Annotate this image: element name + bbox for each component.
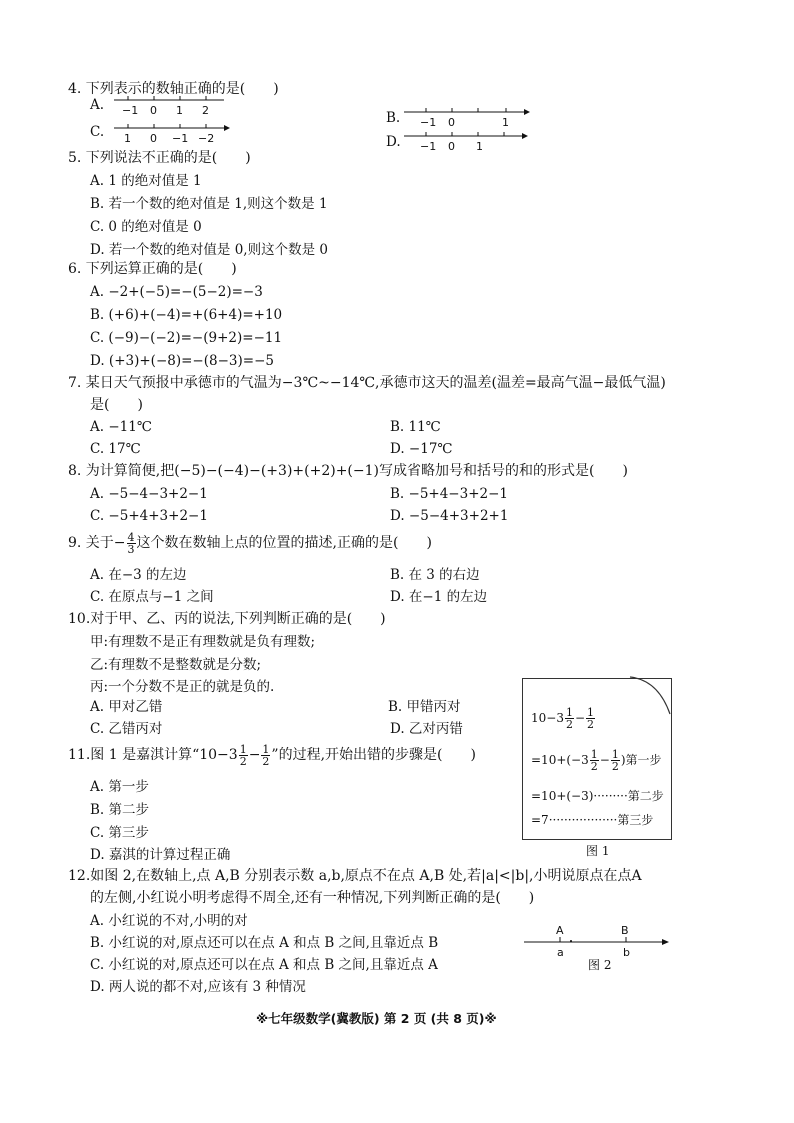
card-frac-denominator: 2 xyxy=(587,718,595,731)
q9-option-b: B. 在 3 的右边 xyxy=(390,567,480,583)
q6-option-d: D. (+3)+(−8)=−(8−3)=−5 xyxy=(90,353,274,369)
q11-option-b: B. 第二步 xyxy=(90,802,150,818)
q8-option-a: A. −5−4−3+2−1 xyxy=(90,486,208,502)
q10-statement-bing: 丙:一个分数不是正的就是负的. xyxy=(90,679,275,695)
q11-option-c: C. 第三步 xyxy=(90,825,149,841)
q9-option-a: A. 在−3 的左边 xyxy=(90,567,187,583)
card-frac-denominator: 2 xyxy=(590,760,598,773)
q9-stem-post: 这个数在数轴上点的位置的描述,正确的是( ) xyxy=(136,535,432,551)
q10-option-d: D. 乙对丙错 xyxy=(390,721,463,737)
q7-option-c: C. 17℃ xyxy=(90,441,141,457)
q10-option-a: A. 甲对乙错 xyxy=(90,699,163,715)
q11-frac-b xyxy=(261,744,270,767)
q5-option-b: B. 若一个数的绝对值是 1,则这个数是 1 xyxy=(90,196,328,212)
q5-stem: 5. 下列说法不正确的是( ) xyxy=(68,150,251,166)
q4-option-d-label: D. xyxy=(386,134,401,150)
q4-stem: 4. 下列表示的数轴正确的是( ) xyxy=(68,81,279,97)
figure-2-point-a: A xyxy=(556,924,564,937)
q11-frac-numerator: 1 xyxy=(239,742,247,756)
q4b-tick-1: −1 xyxy=(420,116,437,129)
q11-option-a: A. 第一步 xyxy=(90,779,149,795)
card-line-4: =7··················第三步 xyxy=(531,813,654,827)
page-footer: ※七年级数学(冀教版) 第 2 页 (共 8 页)※ xyxy=(256,1011,497,1026)
q10-option-b: B. 甲错丙对 xyxy=(388,699,461,715)
figure-2-point-b: B xyxy=(621,924,629,937)
q9-option-d: D. 在−1 的左边 xyxy=(390,589,488,605)
q11-frac-a xyxy=(239,744,248,767)
q4-option-a-label: A. xyxy=(90,97,105,113)
card-frac-numerator: 1 xyxy=(590,748,598,761)
q10-stem: 10.对于甲、乙、丙的说法,下列判断正确的是( ) xyxy=(68,611,386,627)
figure-1-curled-corner xyxy=(630,676,674,720)
q12-option-a: A. 小红说的不对,小明的对 xyxy=(90,913,248,929)
q4c-tick-1: 1 xyxy=(124,132,131,145)
figure-1-label: 图 1 xyxy=(586,844,610,858)
q10-option-c: C. 乙错丙对 xyxy=(90,721,163,737)
card-line-1-text: 10−3 xyxy=(531,711,564,725)
q6-option-c: C. (−9)−(−2)=−(9+2)=−11 xyxy=(90,330,283,346)
card-line-2-minus: − xyxy=(599,753,610,767)
q4-option-a-number-line xyxy=(112,92,232,120)
q8-option-d: D. −5−4+3+2+1 xyxy=(390,508,509,524)
q5-option-a: A. 1 的绝对值是 1 xyxy=(90,173,202,189)
q7-stem-line2: 是( ) xyxy=(90,397,143,413)
q4c-tick-4: −2 xyxy=(198,132,215,145)
q4a-tick-4: 2 xyxy=(202,104,209,117)
q12-option-d: D. 两人说的都不对,应该有 3 种情况 xyxy=(90,979,306,995)
q12-stem-line2: 的左侧,小红说小明考虑得不周全,还有一种情况,下列判断正确的是( ) xyxy=(90,890,535,906)
q4a-tick-1: −1 xyxy=(122,104,139,117)
q4-option-b-label: B. xyxy=(386,110,401,126)
card-line-2-frac-a xyxy=(590,749,599,772)
q10-statement-yi: 乙:有理数不是整数就是分数; xyxy=(90,657,262,673)
q6-option-b: B. (+6)+(−4)=+(6+4)=+10 xyxy=(90,307,283,323)
q9-option-c: C. 在原点与−1 之间 xyxy=(90,589,214,605)
q6-stem: 6. 下列运算正确的是( ) xyxy=(68,261,237,277)
q4b-tick-3: 1 xyxy=(502,116,509,129)
q8-option-b: B. −5+4−3+2−1 xyxy=(390,486,509,502)
card-line-2-frac-b xyxy=(611,749,620,772)
figure-2-value-a: a xyxy=(557,946,564,959)
q11-frac-numerator: 1 xyxy=(262,742,270,756)
q8-stem: 8. 为计算简便,把(−5)−(−4)−(+3)+(+2)+(−1)写成省略加号和括号的和的形式是( ) xyxy=(68,463,628,479)
q11-stem-pre: 11.图 1 是嘉淇计算“10−3 xyxy=(68,747,238,763)
card-line-1-frac-b xyxy=(586,707,595,730)
q4a-tick-2: 0 xyxy=(150,104,157,117)
card-line-3: =10+(−3)·········第二步 xyxy=(531,789,664,803)
q4c-tick-2: 0 xyxy=(150,132,157,145)
q9-fraction-denominator: 3 xyxy=(127,542,135,556)
q12-option-b: B. 小红说的对,原点还可以在点 A 和点 B 之间,且靠近点 B xyxy=(90,935,439,951)
q10-statement-jia: 甲:有理数不是正有理数就是负有理数; xyxy=(90,634,316,650)
card-line-1-frac-a xyxy=(565,707,574,730)
q4a-tick-3: 1 xyxy=(176,104,183,117)
card-line-1-minus: − xyxy=(574,711,586,725)
q9-stem xyxy=(68,530,432,556)
card-frac-numerator: 1 xyxy=(587,706,595,719)
q7-option-a: A. −11℃ xyxy=(90,419,152,435)
q4d-tick-1: −1 xyxy=(420,140,437,153)
q5-option-d: D. 若一个数的绝对值是 0,则这个数是 0 xyxy=(90,242,328,258)
q9-fraction-numerator: 4 xyxy=(127,530,135,544)
card-frac-numerator: 1 xyxy=(565,706,573,719)
card-frac-denominator: 2 xyxy=(565,718,573,731)
q5-option-c: C. 0 的绝对值是 0 xyxy=(90,219,202,235)
q11-stem-post: ”的过程,开始出错的步骤是( ) xyxy=(271,747,476,763)
q12-stem-line1: 12.如图 2,在数轴上,点 A,B 分别表示数 a,b,原点不在点 A,B 处,若|a|<|b|,小明说原点在点A xyxy=(68,868,642,884)
q4b-tick-2: 0 xyxy=(448,116,455,129)
q8-option-c: C. −5+4+3+2−1 xyxy=(90,508,208,524)
q4d-tick-2: 0 xyxy=(448,140,455,153)
q7-option-d: D. −17℃ xyxy=(390,441,453,457)
q4-option-d-number-line xyxy=(404,128,534,156)
q11-option-d: D. 嘉淇的计算过程正确 xyxy=(90,847,231,863)
q6-option-a: A. −2+(−5)=−(5−2)=−3 xyxy=(90,284,263,300)
q4-option-c-number-line xyxy=(112,120,232,148)
card-frac-numerator: 1 xyxy=(611,748,619,761)
q4d-tick-3: 1 xyxy=(476,140,483,153)
q11-stem xyxy=(68,742,476,768)
card-line-2-pre: =10+(−3 xyxy=(531,753,589,767)
q7-stem-line1: 7. 某日天气预报中承德市的气温为−3℃~−14℃,承德市这天的温差(温差=最高气温−最低气温) xyxy=(68,375,666,391)
q11-frac-denominator: 2 xyxy=(239,754,247,768)
q12-option-c: C. 小红说的对,原点还可以在点 A 和点 B 之间,且靠近点 A xyxy=(90,957,438,973)
q9-stem-pre: 9. 关于− xyxy=(68,535,126,551)
card-line-2-post: )第一步 xyxy=(620,753,662,767)
q7-option-b: B. 11℃ xyxy=(390,419,441,435)
figure-2-label: 图 2 xyxy=(588,958,612,972)
card-line-2 xyxy=(531,749,662,772)
q9-fraction xyxy=(127,532,136,555)
card-frac-denominator: 2 xyxy=(611,760,619,773)
q4c-tick-3: −1 xyxy=(172,132,189,145)
card-line-1 xyxy=(531,707,596,730)
q11-frac-denominator: 2 xyxy=(262,754,270,768)
q11-stem-minus: − xyxy=(248,747,261,763)
q4-option-c-label: C. xyxy=(90,124,105,140)
figure-2-value-b: b xyxy=(623,946,630,959)
